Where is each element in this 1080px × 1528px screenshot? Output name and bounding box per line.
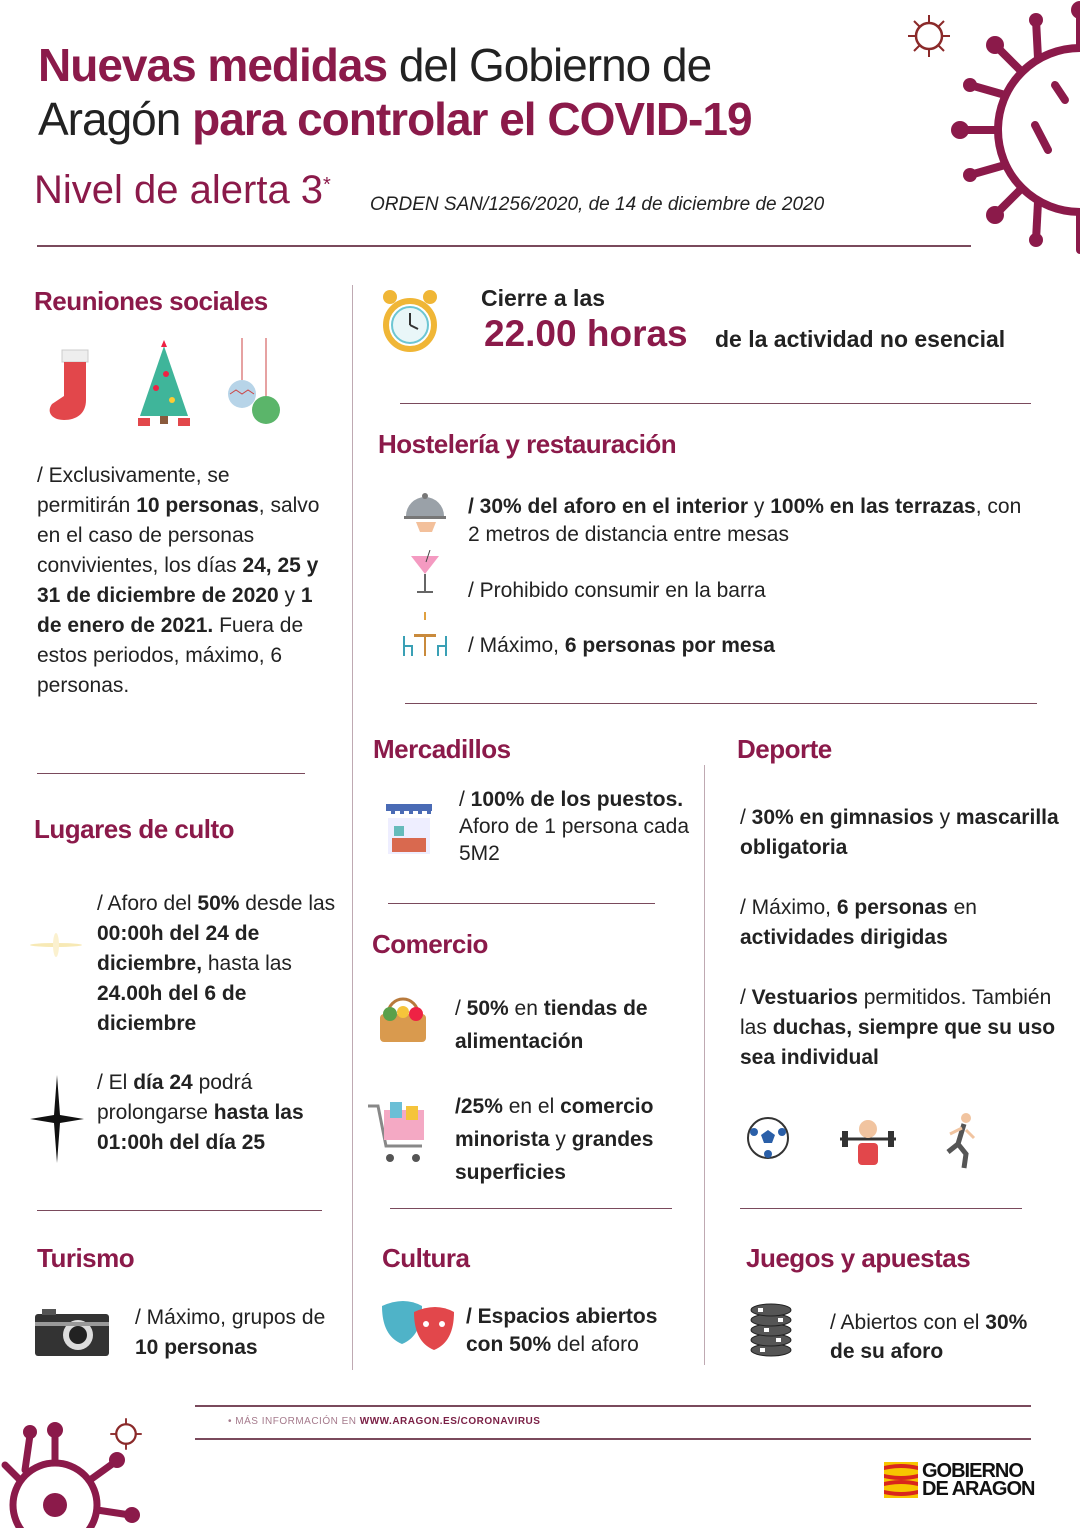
text-bold-segment: comercio minorista [455, 1095, 654, 1151]
text-segment: en [947, 896, 977, 919]
divider [740, 1208, 1022, 1209]
market-stall-icon [384, 802, 434, 856]
section-heading-turismo: Turismo [37, 1243, 135, 1273]
small-virus-icon [905, 12, 953, 60]
text-segment: y [748, 495, 771, 518]
section-heading-deporte: Deporte [737, 734, 832, 764]
text-bold-segment: día 24 [133, 1071, 193, 1094]
text-segment: / [740, 806, 752, 829]
text-bold-segment: 10 personas [135, 1336, 258, 1359]
text-bold-segment: 24.00h del 6 de diciembre [97, 982, 247, 1035]
text-segment: / [459, 788, 471, 811]
text-bold-segment: 50% [466, 997, 509, 1020]
alert-level [34, 168, 331, 213]
section-heading-reuniones: Reuniones sociales [34, 286, 268, 316]
gobierno-aragon-logo [884, 1462, 1034, 1498]
text-segment: permitidos. También las [740, 986, 1052, 1039]
text-segment: podrá prolongarse [97, 1071, 253, 1124]
divider [37, 1210, 322, 1211]
reuniones-text [37, 461, 327, 701]
text-bold-segment: Nuevas medidas [38, 39, 388, 91]
text-segment: / Aforo del [97, 892, 198, 915]
more-info-link[interactable]: WWW.ARAGON.ES/CORONAVIRUS [359, 1416, 541, 1427]
more-info [228, 1416, 540, 1427]
text-bold-segment: 6 personas por mesa [564, 634, 775, 657]
hosteleria-item [468, 576, 1028, 606]
theater-masks-icon [380, 1298, 456, 1354]
ornaments-icon [224, 338, 286, 430]
column-divider [352, 285, 353, 1370]
text-bold-segment: 1 de enero de 2021. [37, 584, 313, 637]
culto-text-2 [97, 1068, 337, 1158]
text-segment: y [549, 1128, 572, 1151]
text-segment: en [508, 997, 544, 1020]
text-segment: Aforo de 1 persona cada 5M2 [459, 815, 689, 865]
page-title [38, 38, 898, 146]
divider [388, 903, 655, 904]
more-info-label: • MÁS INFORMACIÓN EN [228, 1416, 360, 1427]
text-bold-segment: duchas, siempre que su uso sea individual [740, 1016, 1056, 1069]
text-segment: Aragón [38, 93, 193, 145]
mercadillos-text [459, 786, 689, 867]
casino-chips-icon [748, 1300, 794, 1358]
section-heading-hosteleria: Hostelería y restauración [378, 429, 677, 459]
text-bold-segment: 50% [197, 892, 240, 915]
section-heading-juegos: Juegos y apuestas [746, 1243, 971, 1273]
food-cloche-icon [402, 490, 448, 534]
text-bold-segment: mascarilla obligatoria [740, 806, 1059, 859]
text-bold-segment: hasta las 01:00h del día 25 [97, 1101, 304, 1154]
alert-asterisk: * [323, 174, 331, 196]
text-bold-segment: para controlar el COVID-19 [192, 93, 752, 145]
cierre-time: 22.00 horas [484, 313, 688, 354]
text-segment: / Máximo, grupos de [135, 1306, 326, 1329]
section-heading-culto: Lugares de culto [34, 814, 235, 844]
text-segment: y [278, 584, 301, 607]
divider [390, 1208, 672, 1209]
text-segment: / Máximo, [740, 896, 837, 919]
logo-line-1: GOBIERNO [922, 1460, 1023, 1482]
text-segment: / Abiertos con el [830, 1311, 986, 1334]
deporte-item [740, 803, 1060, 863]
column-divider [704, 765, 705, 1365]
text-segment: / Exclusivamente, se permitirán [37, 464, 230, 517]
christmas-tree-icon [132, 338, 196, 430]
alert-level-text: Nivel de alerta 3 [34, 168, 324, 212]
alarm-clock-icon [380, 283, 440, 359]
star-icon [30, 1075, 84, 1163]
text-segment: desde las [239, 892, 336, 915]
camera-icon [34, 1308, 110, 1358]
text-bold-segment: Vestuarios [751, 986, 858, 1009]
text-bold-segment: / Espacios abiertos con 50% [466, 1305, 658, 1356]
divider [195, 1438, 1031, 1440]
aragon-flag-icon [884, 1462, 918, 1498]
divider [37, 245, 971, 247]
text-segment: / El [97, 1071, 134, 1094]
text-segment: / Prohibido consumir en la barra [468, 579, 766, 602]
order-reference: ORDEN SAN/1256/2020, de 14 de diciembre de 2020 [370, 194, 825, 215]
turismo-text [135, 1303, 335, 1363]
text-bold-segment: 24, 25 y 31 de diciembre de 2020 [37, 554, 319, 607]
juegos-text [830, 1308, 1040, 1366]
section-heading-mercadillos: Mercadillos [373, 734, 511, 764]
text-bold-segment: 30% de su aforo [830, 1311, 1028, 1363]
section-heading-cultura: Cultura [382, 1243, 470, 1273]
deporte-item [740, 893, 1060, 953]
culto-text-1 [97, 889, 347, 1039]
cocktail-icon [408, 550, 442, 596]
hosteleria-item [468, 493, 1028, 549]
text-bold-segment: /25% [455, 1095, 503, 1118]
virus-icon [940, 0, 1080, 260]
shopping-cart-icon [366, 1098, 432, 1166]
text-segment: , con 2 metros de distancia entre mesas [468, 495, 1022, 546]
text-segment: y [933, 806, 956, 829]
text-bold-segment: 00:00h del 24 de diciembre, [97, 922, 260, 975]
logo-line-2: DE ARAGON [922, 1478, 1035, 1500]
text-segment: / [740, 986, 752, 1009]
comercio-item [455, 992, 695, 1058]
hosteleria-item [468, 631, 1028, 661]
table-chairs-icon [400, 612, 450, 658]
text-segment: del aforo [551, 1333, 639, 1356]
text-segment: hasta las [202, 952, 292, 975]
text-bold-segment: grandes superficies [455, 1128, 654, 1184]
title-line-1 [38, 38, 898, 92]
small-virus-icon [108, 1416, 144, 1452]
divider [400, 403, 1031, 404]
text-bold-segment: 100% en las terrazas [770, 495, 976, 518]
stocking-icon [42, 340, 102, 430]
text-bold-segment: actividades dirigidas [740, 926, 948, 949]
text-bold-segment: 30% en gimnasios [751, 806, 934, 829]
comercio-item [455, 1090, 700, 1189]
grocery-basket-icon [376, 992, 430, 1046]
cierre-suffix: de la actividad no esencial [715, 326, 1006, 352]
text-segment: Fuera de estos periodos, máximo, 6 personas. [37, 614, 304, 697]
text-bold-segment: 10 personas [136, 494, 259, 517]
divider [195, 1405, 1031, 1407]
sparkle-icon [28, 930, 84, 960]
text-segment: / [455, 997, 467, 1020]
text-bold-segment: 6 personas [836, 896, 948, 919]
soccer-ball-icon [746, 1116, 790, 1160]
weightlifter-icon [838, 1115, 898, 1167]
text-segment: , salvo en el caso de personas convivientes, los días [37, 494, 320, 577]
deporte-item [740, 983, 1070, 1073]
text-bold-segment: tiendas de alimentación [455, 997, 648, 1053]
text-segment: / Máximo, [468, 634, 565, 657]
divider [405, 703, 1037, 704]
runner-icon [940, 1110, 980, 1170]
text-segment: del Gobierno de [387, 39, 712, 91]
cierre-label: Cierre a las [481, 285, 606, 311]
section-heading-comercio: Comercio [372, 929, 488, 959]
text-segment: en el [502, 1095, 561, 1118]
text-bold-segment: 100% de los puestos. [470, 788, 684, 811]
divider [37, 773, 305, 774]
title-line-2 [38, 92, 898, 146]
text-bold-segment: / 30% del aforo en el interior [468, 495, 749, 518]
cultura-text [466, 1303, 696, 1359]
